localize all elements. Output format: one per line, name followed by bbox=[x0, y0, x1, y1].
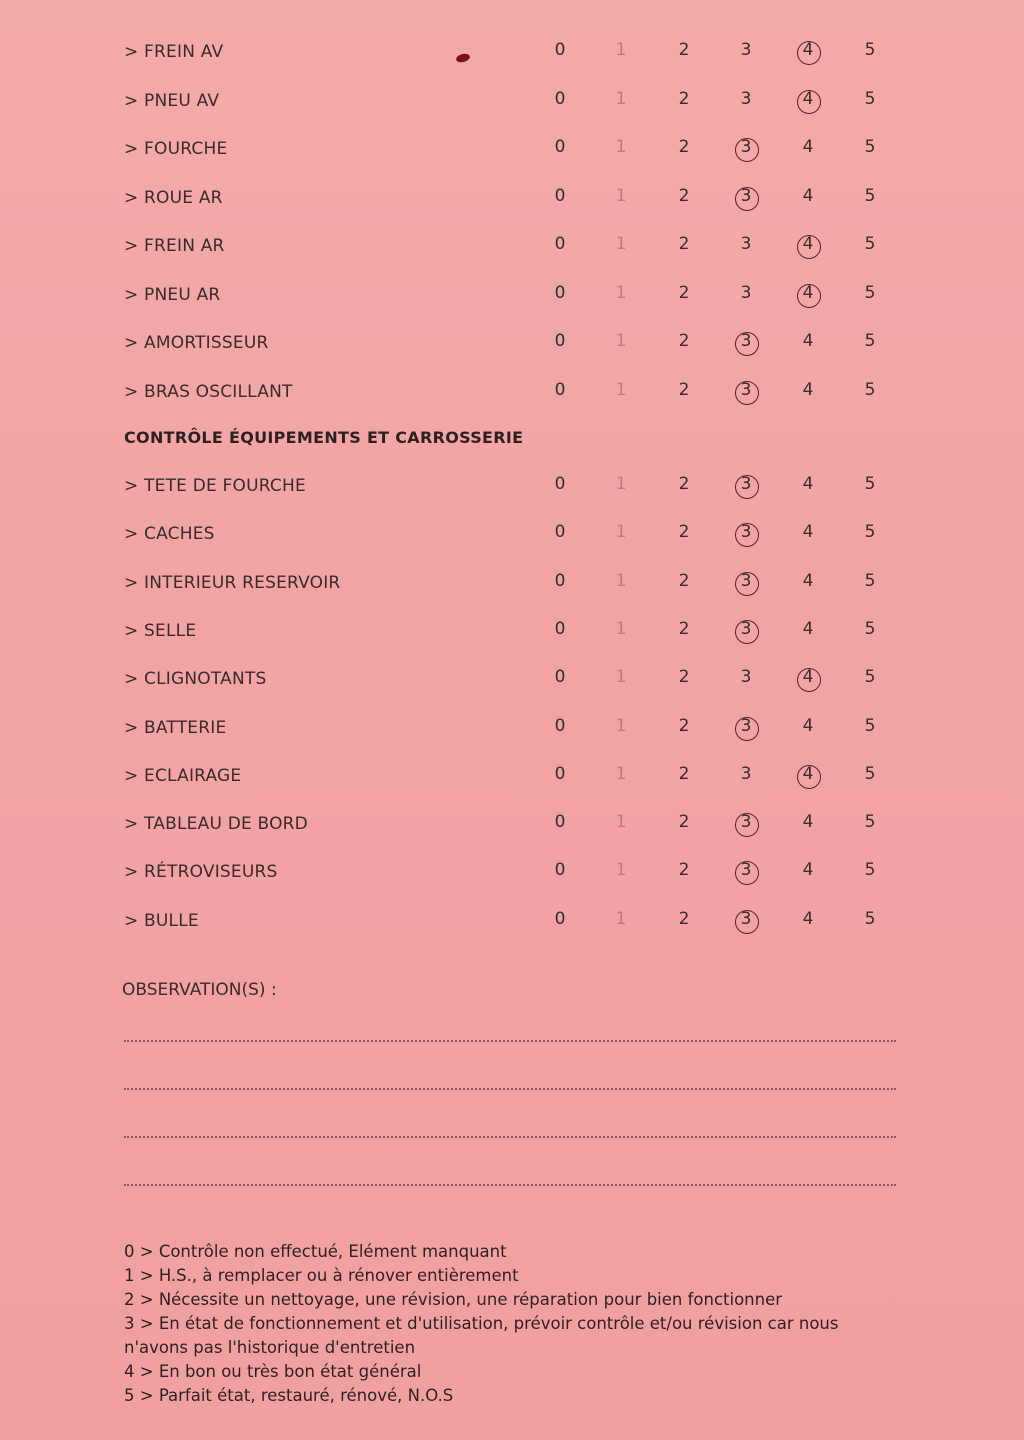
inspection-row bbox=[0, 281, 1024, 311]
item-label: > TETE DE FOURCHE bbox=[124, 476, 306, 496]
score-3[interactable]: 3 bbox=[740, 88, 752, 109]
score-2[interactable]: 2 bbox=[678, 185, 690, 206]
score-0[interactable]: 0 bbox=[554, 812, 566, 833]
score-5[interactable]: 5 bbox=[864, 812, 876, 833]
inspection-row bbox=[0, 38, 1024, 68]
legend-line-4: 4 > En bon ou très bon état général bbox=[124, 1362, 422, 1381]
score-5[interactable]: 5 bbox=[864, 715, 876, 736]
equipment-row bbox=[0, 714, 1024, 744]
score-5[interactable]: 5 bbox=[864, 185, 876, 206]
score-1[interactable]: 1 bbox=[615, 522, 627, 543]
item-label: > SELLE bbox=[124, 620, 197, 641]
score-3[interactable]: 3 bbox=[740, 40, 752, 60]
score-5[interactable]: 5 bbox=[864, 570, 876, 591]
score-5[interactable]: 5 bbox=[864, 234, 876, 254]
score-0[interactable]: 0 bbox=[554, 667, 566, 688]
score-0[interactable]: 0 bbox=[554, 137, 566, 157]
score-0[interactable]: 0 bbox=[554, 331, 566, 351]
score-2[interactable]: 2 bbox=[678, 88, 690, 109]
score-1[interactable]: 1 bbox=[615, 40, 627, 60]
score-0[interactable]: 0 bbox=[554, 618, 566, 639]
equipment-row bbox=[0, 858, 1024, 888]
score-1[interactable]: 1 bbox=[615, 812, 627, 833]
item-label: > CLIGNOTANTS bbox=[124, 669, 267, 690]
score-4[interactable]: 4 bbox=[802, 618, 814, 639]
equipment-row bbox=[0, 617, 1024, 647]
score-0[interactable]: 0 bbox=[554, 88, 566, 109]
inspection-row bbox=[0, 378, 1024, 408]
score-3-selected[interactable]: 3 bbox=[728, 380, 764, 400]
score-0[interactable]: 0 bbox=[554, 522, 566, 543]
score-0[interactable]: 0 bbox=[554, 234, 566, 254]
equipment-row bbox=[0, 569, 1024, 599]
score-4[interactable]: 4 bbox=[802, 137, 814, 157]
item-label: > PNEU AV bbox=[124, 90, 220, 111]
score-5[interactable]: 5 bbox=[864, 474, 876, 494]
score-4[interactable]: 4 bbox=[802, 812, 814, 833]
score-3-selected[interactable]: 3 bbox=[728, 186, 764, 206]
score-3-selected[interactable]: 3 bbox=[728, 522, 764, 542]
score-1[interactable]: 1 bbox=[615, 379, 627, 400]
score-5[interactable]: 5 bbox=[864, 282, 876, 303]
score-3-selected[interactable]: 3 bbox=[728, 571, 764, 591]
score-1[interactable]: 1 bbox=[615, 570, 627, 591]
item-label: > BRAS OSCILLANT bbox=[124, 381, 293, 402]
score-5[interactable]: 5 bbox=[864, 40, 876, 60]
score-2[interactable]: 2 bbox=[678, 570, 690, 591]
score-1[interactable]: 1 bbox=[615, 185, 627, 206]
score-1[interactable]: 1 bbox=[615, 282, 627, 303]
score-3-selected[interactable]: 3 bbox=[728, 716, 764, 736]
observation-line-3[interactable] bbox=[124, 1136, 896, 1138]
score-2[interactable]: 2 bbox=[678, 667, 690, 688]
score-4-selected[interactable]: 4 bbox=[790, 764, 826, 784]
score-5[interactable]: 5 bbox=[864, 88, 876, 109]
item-label: > FREIN AR bbox=[124, 236, 225, 256]
score-5[interactable]: 5 bbox=[864, 667, 876, 688]
score-3-selected[interactable]: 3 bbox=[728, 331, 764, 351]
score-2[interactable]: 2 bbox=[678, 379, 690, 400]
score-3-selected[interactable]: 3 bbox=[728, 474, 764, 494]
score-4[interactable]: 4 bbox=[802, 715, 814, 736]
score-1[interactable]: 1 bbox=[615, 234, 627, 254]
legend-line-3-cont: n'avons pas l'historique d'entretien bbox=[124, 1338, 416, 1357]
score-5[interactable]: 5 bbox=[864, 379, 876, 400]
score-4-selected[interactable]: 4 bbox=[790, 283, 826, 303]
score-3[interactable]: 3 bbox=[740, 234, 752, 254]
score-3[interactable]: 3 bbox=[740, 763, 752, 784]
section-title: CONTRÔLE ÉQUIPEMENTS ET CARROSSERIE bbox=[124, 428, 524, 447]
equipment-row bbox=[0, 472, 1024, 502]
inspection-row bbox=[0, 232, 1024, 262]
score-1[interactable]: 1 bbox=[615, 860, 627, 881]
score-4-selected[interactable]: 4 bbox=[790, 89, 826, 109]
legend-line-5: 5 > Parfait état, restauré, rénové, N.O.S bbox=[124, 1386, 454, 1405]
score-0[interactable]: 0 bbox=[554, 40, 566, 60]
score-0[interactable]: 0 bbox=[554, 908, 566, 929]
score-2[interactable]: 2 bbox=[678, 812, 690, 833]
score-2[interactable]: 2 bbox=[678, 40, 690, 60]
item-label: > TABLEAU DE BORD bbox=[124, 814, 308, 835]
observation-line-1[interactable] bbox=[124, 1040, 896, 1042]
score-5[interactable]: 5 bbox=[864, 522, 876, 543]
item-label: > INTERIEUR RESERVOIR bbox=[124, 572, 341, 593]
score-2[interactable]: 2 bbox=[678, 137, 690, 157]
score-2[interactable]: 2 bbox=[678, 908, 690, 929]
item-label: > BULLE bbox=[124, 910, 199, 931]
score-4[interactable]: 4 bbox=[802, 379, 814, 400]
item-label: > CACHES bbox=[124, 524, 215, 545]
score-4[interactable]: 4 bbox=[802, 474, 814, 494]
score-1[interactable]: 1 bbox=[615, 908, 627, 929]
score-4[interactable]: 4 bbox=[802, 522, 814, 543]
score-1[interactable]: 1 bbox=[615, 88, 627, 109]
score-2[interactable]: 2 bbox=[678, 763, 690, 784]
legend-line-1: 1 > H.S., à remplacer ou à rénover entièrement bbox=[124, 1266, 519, 1285]
score-2[interactable]: 2 bbox=[678, 522, 690, 543]
score-4[interactable]: 4 bbox=[802, 908, 814, 929]
score-5[interactable]: 5 bbox=[864, 763, 876, 784]
legend-line-3: 3 > En état de fonctionnement et d'utilisation, prévoir contrôle et/ou révision car nous bbox=[124, 1314, 839, 1333]
score-3-selected[interactable]: 3 bbox=[728, 619, 764, 639]
score-3-selected[interactable]: 3 bbox=[728, 812, 764, 832]
score-0[interactable]: 0 bbox=[554, 474, 566, 494]
score-1[interactable]: 1 bbox=[615, 618, 627, 639]
legend-line-2: 2 > Nécessite un nettoyage, une révision, une réparation pour bien fonctionner bbox=[124, 1290, 783, 1309]
score-2[interactable]: 2 bbox=[678, 618, 690, 639]
score-5[interactable]: 5 bbox=[864, 331, 876, 351]
equipment-row bbox=[0, 520, 1024, 550]
score-3[interactable]: 3 bbox=[740, 282, 752, 303]
inspection-row bbox=[0, 87, 1024, 117]
item-label: > FREIN AV bbox=[124, 42, 224, 62]
score-1[interactable]: 1 bbox=[615, 763, 627, 784]
item-label: > AMORTISSEUR bbox=[124, 333, 269, 353]
score-5[interactable]: 5 bbox=[864, 908, 876, 929]
score-5[interactable]: 5 bbox=[864, 618, 876, 639]
score-2[interactable]: 2 bbox=[678, 715, 690, 736]
equipment-row bbox=[0, 762, 1024, 792]
equipment-row bbox=[0, 810, 1024, 840]
score-0[interactable]: 0 bbox=[554, 379, 566, 400]
score-1[interactable]: 1 bbox=[615, 667, 627, 688]
item-label: > FOURCHE bbox=[124, 139, 228, 159]
score-3-selected[interactable]: 3 bbox=[728, 137, 764, 157]
score-5[interactable]: 5 bbox=[864, 137, 876, 157]
legend-line-0: 0 > Contrôle non effectué, Elément manquant bbox=[124, 1242, 507, 1261]
legend bbox=[124, 1240, 904, 1408]
score-4[interactable]: 4 bbox=[802, 570, 814, 591]
score-0[interactable]: 0 bbox=[554, 185, 566, 206]
score-0[interactable]: 0 bbox=[554, 282, 566, 303]
score-4[interactable]: 4 bbox=[802, 860, 814, 881]
score-1[interactable]: 1 bbox=[615, 331, 627, 351]
score-3-selected[interactable]: 3 bbox=[728, 860, 764, 880]
item-label: > ROUE AR bbox=[124, 187, 223, 208]
score-4-selected[interactable]: 4 bbox=[790, 667, 826, 687]
equipment-row bbox=[0, 907, 1024, 937]
observations-label: OBSERVATION(S) : bbox=[122, 980, 277, 1000]
score-3-selected[interactable]: 3 bbox=[728, 909, 764, 929]
inspection-row bbox=[0, 184, 1024, 214]
score-0[interactable]: 0 bbox=[554, 860, 566, 881]
score-2[interactable]: 2 bbox=[678, 474, 690, 494]
observation-line-4[interactable] bbox=[124, 1184, 896, 1186]
score-3[interactable]: 3 bbox=[740, 667, 752, 688]
score-0[interactable]: 0 bbox=[554, 715, 566, 736]
score-5[interactable]: 5 bbox=[864, 860, 876, 881]
score-4-selected[interactable]: 4 bbox=[790, 40, 826, 60]
observation-line-2[interactable] bbox=[124, 1088, 896, 1090]
score-4-selected[interactable]: 4 bbox=[790, 234, 826, 254]
score-2[interactable]: 2 bbox=[678, 860, 690, 881]
score-1[interactable]: 1 bbox=[615, 137, 627, 157]
score-2[interactable]: 2 bbox=[678, 331, 690, 351]
score-1[interactable]: 1 bbox=[615, 474, 627, 494]
inspection-row bbox=[0, 135, 1024, 165]
score-2[interactable]: 2 bbox=[678, 234, 690, 254]
score-2[interactable]: 2 bbox=[678, 282, 690, 303]
score-1[interactable]: 1 bbox=[615, 715, 627, 736]
item-label: > ECLAIRAGE bbox=[124, 765, 242, 786]
score-0[interactable]: 0 bbox=[554, 570, 566, 591]
score-4[interactable]: 4 bbox=[802, 185, 814, 206]
inspection-row bbox=[0, 329, 1024, 359]
equipment-row bbox=[0, 665, 1024, 695]
item-label: > PNEU AR bbox=[124, 284, 221, 305]
item-label: > BATTERIE bbox=[124, 717, 227, 738]
score-0[interactable]: 0 bbox=[554, 763, 566, 784]
item-label: > RÉTROVISEURS bbox=[124, 862, 278, 883]
score-4[interactable]: 4 bbox=[802, 331, 814, 351]
